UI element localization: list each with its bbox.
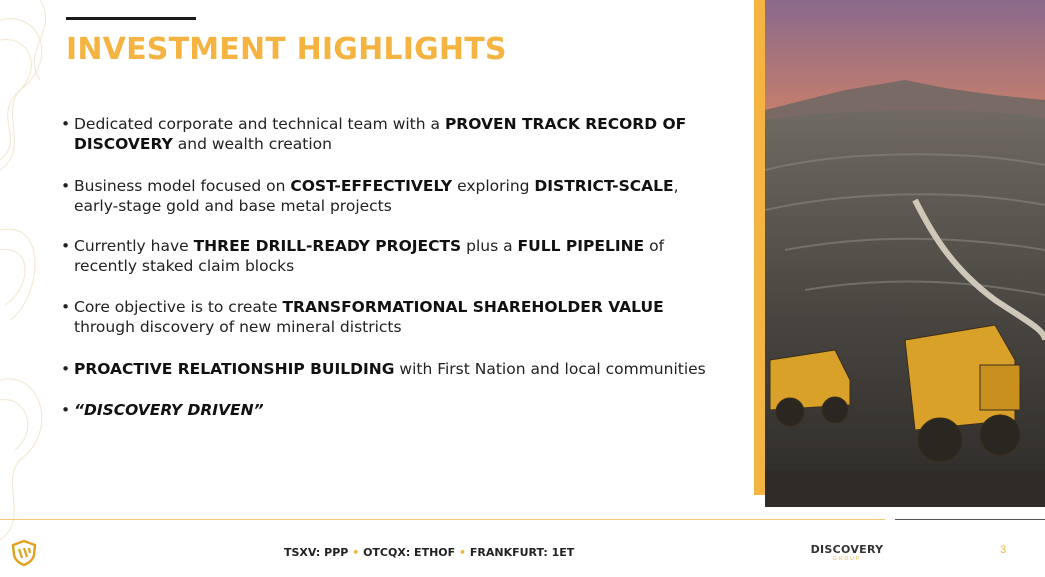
footer-divider (0, 519, 885, 520)
highlight-emphasis: THREE DRILL-READY PROJECTS (193, 237, 462, 255)
highlight-text: Core objective is to create (74, 298, 283, 316)
slide-title: INVESTMENT HIGHLIGHTS (66, 32, 507, 67)
highlight-item (60, 176, 724, 216)
highlight-item (60, 297, 714, 337)
ticker-separator: • (352, 546, 360, 559)
ticker-otcqx: OTCQX: ETHOF (363, 546, 456, 559)
highlight-text: Currently have (74, 237, 194, 255)
mining-trucks-photo (765, 0, 1045, 507)
highlight-emphasis: FULL PIPELINE (517, 237, 645, 255)
highlight-emphasis: PROVEN TRACK RECORD OF DISCOVERY (74, 115, 687, 153)
footer-divider-dark (895, 519, 1045, 520)
highlight-emphasis: DISTRICT-SCALE (534, 177, 674, 195)
brand-name: DISCOVERY (810, 543, 884, 556)
brand-logo (810, 543, 884, 562)
highlight-text: of recently staked claim blocks (74, 237, 665, 275)
highlight-text: plus a (461, 237, 518, 255)
ticker-tsxv: TSXV: PPP (284, 546, 349, 559)
highlight-text: exploring (452, 177, 535, 195)
ticker-frankfurt: FRANKFURT: 1ET (469, 546, 575, 559)
highlight-emphasis: PROACTIVE RELATIONSHIP BUILDING (74, 360, 395, 378)
highlight-text: and wealth creation (172, 135, 332, 153)
mine-scene-illustration (765, 0, 1045, 507)
highlight-emphasis: COST-EFFECTIVELY (290, 177, 453, 195)
brand-sub: GROUP (832, 556, 862, 562)
highlight-text: Business model focused on (74, 177, 291, 195)
highlight-item (60, 359, 754, 379)
highlight-item (60, 400, 264, 420)
page-number: 3 (1000, 544, 1007, 556)
ticker-separator: • (458, 546, 467, 559)
highlight-tagline: “DISCOVERY DRIVEN” (74, 401, 264, 419)
highlight-item (60, 114, 734, 154)
highlight-text: with First Nation and local communities (394, 360, 706, 378)
highlight-text: through discovery of new mineral districts (74, 318, 402, 336)
highlight-item (60, 236, 694, 276)
ticker-symbols (284, 546, 574, 559)
highlight-text: , early-stage gold and base metal projects (74, 177, 679, 215)
discovery-shield-icon (10, 539, 38, 567)
title-accent-bar (66, 17, 196, 20)
highlight-emphasis: TRANSFORMATIONAL SHAREHOLDER VALUE (282, 298, 664, 316)
highlight-text: Dedicated corporate and technical team with a (74, 115, 445, 133)
